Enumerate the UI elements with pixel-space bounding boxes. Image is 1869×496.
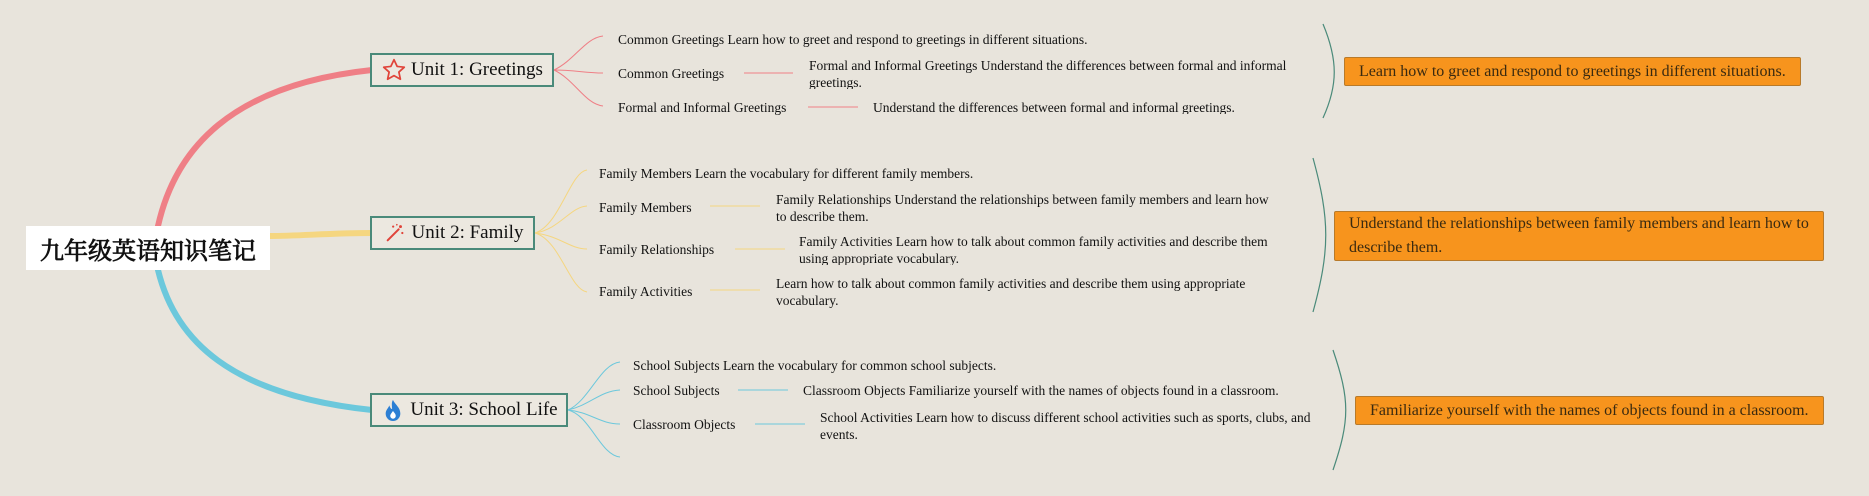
flame-icon	[380, 397, 406, 423]
unit-1-item: Formal and Informal Greetings	[618, 100, 787, 115]
unit-2-node[interactable]	[370, 216, 535, 250]
unit-3-item: School Activities Learn how to discuss different school activities such as sports, clubs, and events.	[820, 410, 1311, 442]
unit-1-item: Common Greetings	[618, 66, 725, 81]
branch-unit3	[158, 270, 372, 410]
magic-wand-icon	[382, 220, 408, 246]
unit-1-summary[interactable]: Learn how to greet and respond to greetings in different situations.	[1344, 57, 1801, 86]
unit-2-item: Family Activities Learn how to talk about common family activities and describe them using appropriate vocabulary.	[799, 234, 1268, 265]
unit-3-node[interactable]	[370, 393, 568, 427]
unit-2-item: Family Members Learn the vocabulary for different family members.	[599, 166, 974, 181]
unit-3-summary[interactable]: Familiarize yourself with the names of objects found in a classroom.	[1355, 396, 1824, 425]
unit3-bracket	[1333, 350, 1346, 470]
unit2-bracket	[1313, 158, 1326, 312]
unit-1-item: Common Greetings Learn how to greet and respond to greetings in different situations.	[618, 32, 1088, 47]
unit1-bracket	[1323, 24, 1334, 118]
unit-2-summary[interactable]: Understand the relationships between family members and learn how to describe them.	[1334, 211, 1824, 261]
branch-unit2	[270, 233, 372, 236]
unit-1-node[interactable]	[370, 53, 554, 87]
branch-unit1	[158, 70, 372, 226]
unit-1-title: Unit 1: Greetings	[411, 59, 543, 80]
unit-1-item: Formal and Informal Greetings Understand the differences between formal and informal greetings.	[809, 58, 1287, 89]
unit-3-item: School Subjects	[633, 383, 720, 398]
unit-2-item: Family Activities	[599, 284, 693, 299]
root-topic[interactable]: 九年级英语知识笔记	[26, 226, 270, 270]
unit-2-title: Unit 2: Family	[411, 222, 524, 243]
unit-2-item: Family Relationships Understand the relationships between family members and learn how to describe them.	[776, 192, 1269, 224]
unit-3-item: School Subjects Learn the vocabulary for common school subjects.	[633, 358, 997, 373]
unit-1-item: Understand the differences between formal and informal greetings.	[873, 100, 1235, 114]
unit-3-item: Classroom Objects Familiarize yourself with the names of objects found in a classroom.	[803, 383, 1279, 398]
unit-2-item: Family Members	[599, 200, 692, 215]
unit-3-item: Classroom Objects	[633, 417, 736, 432]
unit2-fan	[535, 170, 785, 292]
unit-3-title: Unit 3: School Life	[410, 399, 558, 420]
unit3-fan	[568, 362, 805, 457]
star-icon	[381, 57, 407, 83]
unit-2-item: Learn how to talk about common family activities and describe them using appropriate vocabulary.	[776, 276, 1246, 308]
unit-2-item: Family Relationships	[599, 242, 715, 257]
